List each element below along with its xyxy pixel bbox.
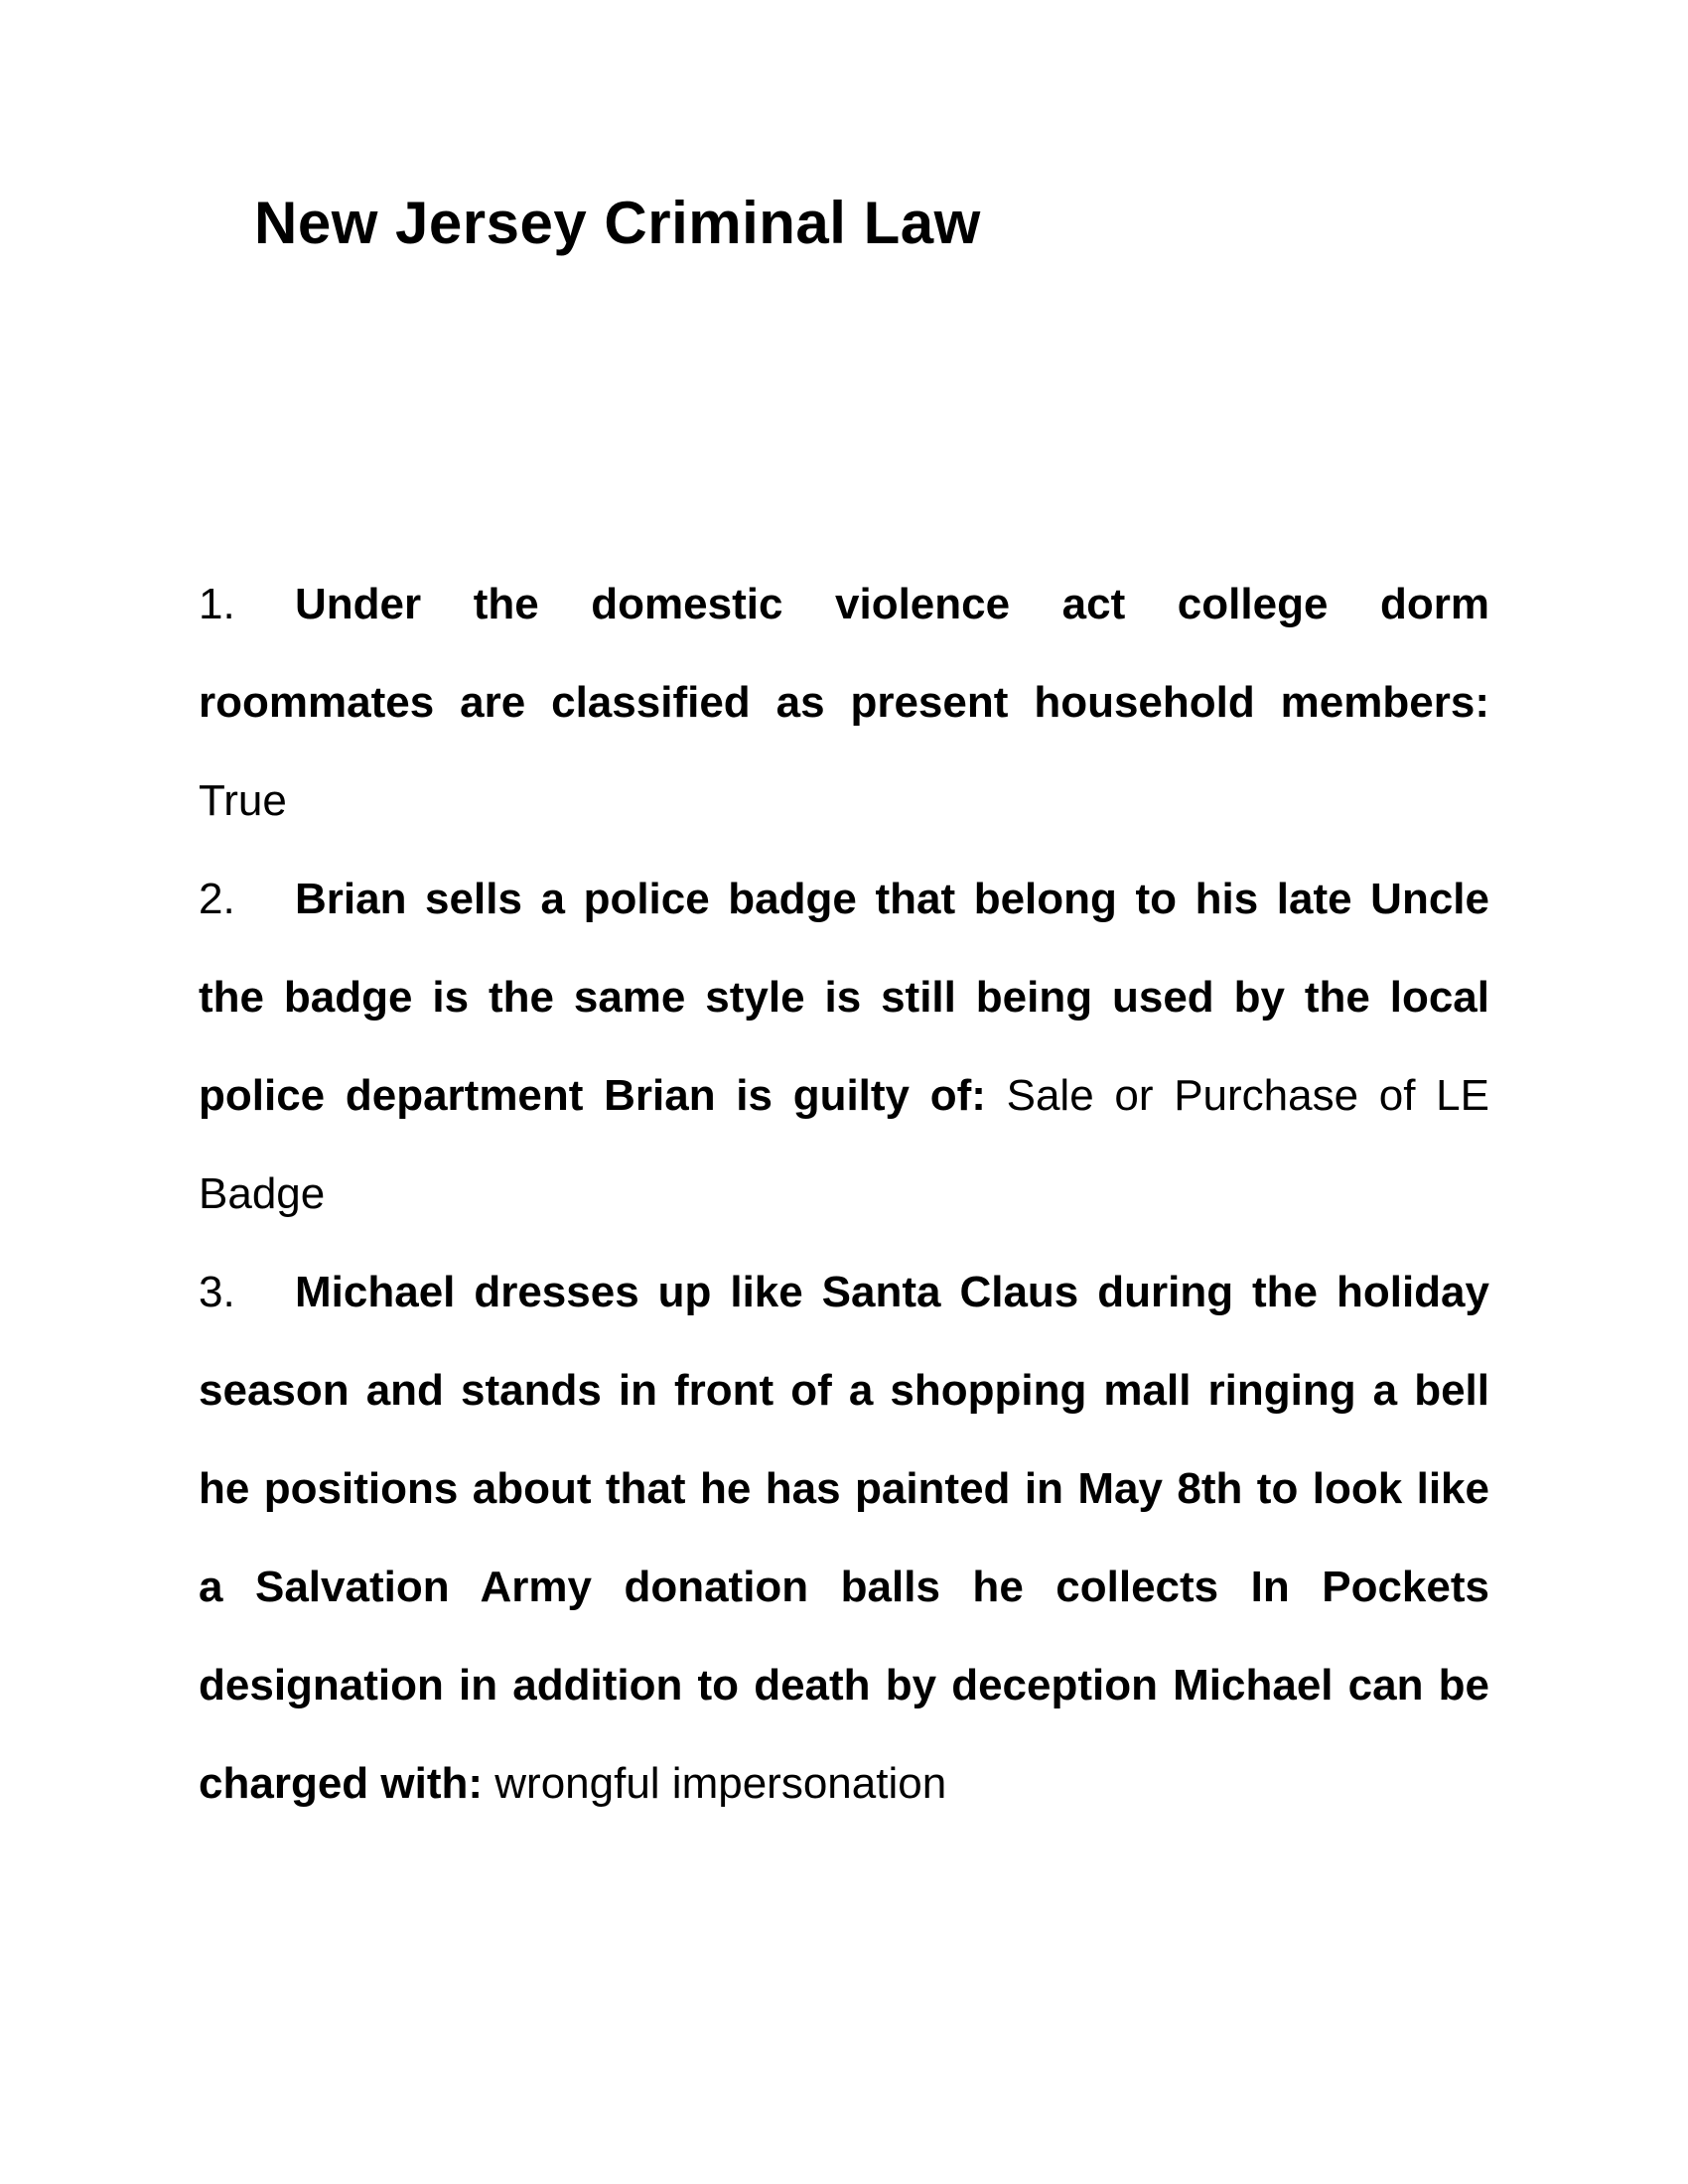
list-item-2 — [199, 850, 1489, 1243]
answer-text: True — [199, 776, 287, 825]
list-item-3 — [199, 1243, 1489, 1833]
answer-text: wrongful impersonation — [494, 1759, 947, 1808]
question-text: Under the domestic violence act college dorm roommates are classified as present household members: — [199, 580, 1489, 727]
item-number: 1. — [199, 580, 235, 628]
page-title: New Jersey Criminal Law — [254, 190, 981, 256]
item-number: 2. — [199, 875, 235, 923]
question-text: Michael dresses up like Santa Claus during the holiday season and stands in front of a shopping mall ringing a bell he positions about that he has painted in May 8th to look like a Salvation Army donation balls he collects In Pockets designation in addition to death by deception Michael can be charged with: — [199, 1268, 1489, 1808]
list-item-1 — [199, 555, 1489, 850]
document-body — [199, 555, 1489, 1833]
question-text: Brian sells a police badge that belong to his late Uncle the badge is the same style is still being used by the local police department Brian is guilty of: — [199, 875, 1489, 1120]
item-number: 3. — [199, 1268, 235, 1316]
answer-text: Sale or Purchase of LE Badge — [199, 1071, 1489, 1218]
